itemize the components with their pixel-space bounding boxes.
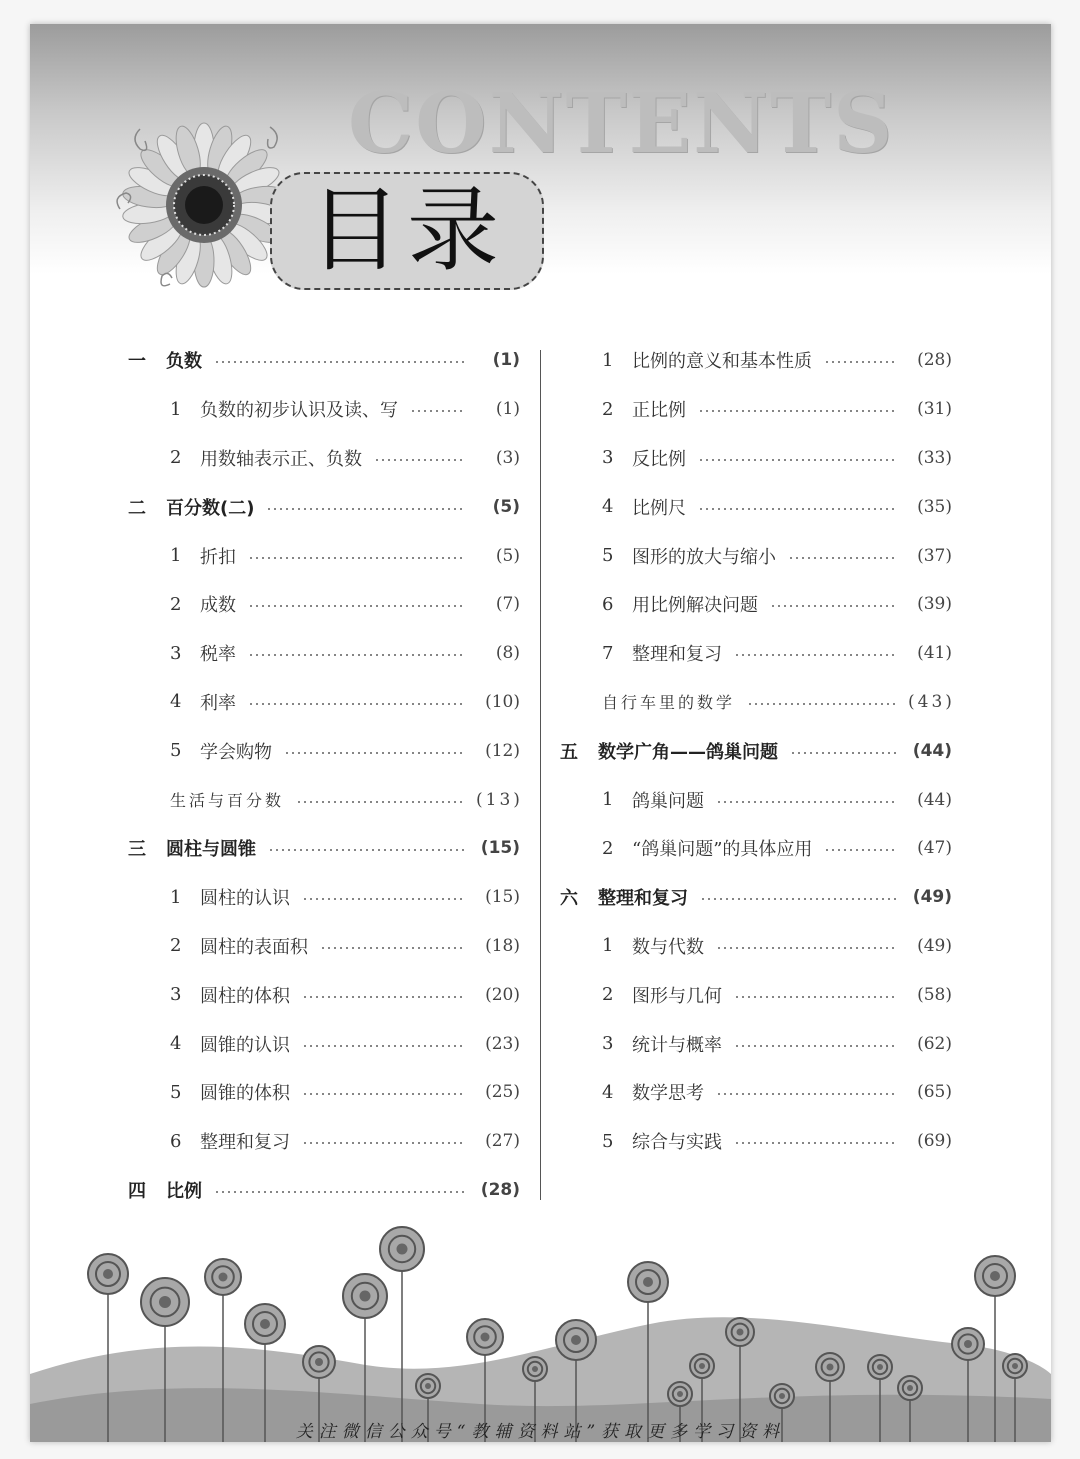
spiral-core xyxy=(779,1393,785,1399)
spiral-core xyxy=(219,1273,228,1282)
toc-entry-lesson[interactable] xyxy=(128,531,520,580)
dot-leader xyxy=(698,508,898,510)
entry-page-number: (1) xyxy=(495,399,520,420)
entry-title: 圆锥的体积 xyxy=(200,1083,290,1105)
entry-title: 税率 xyxy=(200,644,236,666)
dot-leader xyxy=(248,605,466,607)
entry-page-number: (23) xyxy=(485,1033,520,1054)
spiral-core xyxy=(737,1329,744,1336)
entry-title: 图形与几何 xyxy=(632,985,722,1007)
toc-entry-lesson[interactable] xyxy=(560,1019,952,1068)
dot-leader xyxy=(716,1093,898,1095)
entry-number: 1 xyxy=(602,935,614,957)
entry-number: 1 xyxy=(602,349,614,371)
entry-number: 6 xyxy=(170,1130,182,1152)
entry-number: 4 xyxy=(602,1081,614,1103)
entry-title: 圆柱的表面积 xyxy=(200,936,308,958)
dot-leader xyxy=(374,459,466,461)
entry-page-number: (58) xyxy=(917,984,952,1005)
entry-page-number: (10) xyxy=(485,691,520,712)
toc-right-column xyxy=(560,336,955,1166)
toc-entry-lesson[interactable] xyxy=(128,385,520,434)
toc-entry-lesson[interactable] xyxy=(128,580,520,629)
entry-title: 生活与百分数 xyxy=(170,791,285,811)
entry-title: 负数的初步认识及读、写 xyxy=(200,400,398,422)
entry-title: 整理和复习 xyxy=(632,644,722,666)
toc-page xyxy=(30,24,1051,1442)
entry-page-number: (28) xyxy=(480,1179,520,1200)
entry-page-number: (7) xyxy=(495,594,520,615)
toc-entry-lesson[interactable] xyxy=(128,726,520,775)
entry-page-number: (65) xyxy=(917,1082,952,1103)
entry-page-number: (49) xyxy=(917,935,952,956)
entry-page-number: (44) xyxy=(912,740,952,761)
dot-leader xyxy=(268,849,466,851)
entry-page-number: (41) xyxy=(917,643,952,664)
entry-page-number: (49) xyxy=(912,887,952,908)
entry-page-number: (27) xyxy=(485,1131,520,1152)
dot-leader xyxy=(302,1142,466,1144)
entry-title: 鸽巢问题 xyxy=(632,790,704,812)
entry-number: 1 xyxy=(602,789,614,811)
entry-number: 5 xyxy=(170,1081,182,1103)
spiral-core xyxy=(990,1271,1000,1281)
page-title: 目录 xyxy=(308,177,505,284)
dot-leader xyxy=(734,1045,898,1047)
entry-title: 百分数(二) xyxy=(166,497,255,519)
entry-page-number: (15) xyxy=(480,838,520,859)
entry-page-number: (47) xyxy=(917,838,952,859)
entry-number: 二 xyxy=(128,497,146,519)
entry-page-number: (18) xyxy=(485,935,520,956)
dot-leader xyxy=(302,1093,466,1095)
spiral-core xyxy=(1012,1363,1018,1369)
dot-leader xyxy=(700,898,898,900)
toc-entry-lesson[interactable] xyxy=(128,1117,520,1166)
entry-page-number: (43) xyxy=(908,691,955,712)
dot-leader xyxy=(790,752,898,754)
title-box xyxy=(270,172,544,290)
entry-title: 折扣 xyxy=(200,546,236,568)
entry-title: 圆柱的体积 xyxy=(200,985,290,1007)
spiral-core xyxy=(481,1333,490,1342)
spiral-core xyxy=(315,1358,323,1366)
entry-page-number: (20) xyxy=(485,984,520,1005)
toc-entry-lesson[interactable] xyxy=(560,970,952,1019)
spiral-core xyxy=(260,1319,270,1329)
entry-number: 5 xyxy=(602,545,614,567)
toc-left-column xyxy=(128,336,523,1214)
entry-number: 6 xyxy=(602,593,614,615)
entry-page-number: (33) xyxy=(917,447,952,468)
toc-entry-lesson[interactable] xyxy=(560,629,952,678)
spiral-core xyxy=(571,1335,581,1345)
dot-leader xyxy=(716,801,898,803)
entry-title: 圆柱的认识 xyxy=(200,888,290,910)
entry-page-number: (69) xyxy=(917,1131,952,1152)
toc-entry-lesson[interactable] xyxy=(560,1117,952,1166)
entry-page-number: (13) xyxy=(476,789,523,810)
toc-entry-unit[interactable] xyxy=(128,824,520,873)
spiral-core xyxy=(907,1385,913,1391)
entry-page-number: (35) xyxy=(917,496,952,517)
entry-number: 三 xyxy=(128,839,146,861)
entry-number: 3 xyxy=(170,642,182,664)
entry-number: 3 xyxy=(602,1033,614,1055)
entry-title: 圆柱与圆锥 xyxy=(166,839,256,861)
footer-note: 关注微信公众号“教辅资料站”获取更多学习资料 xyxy=(295,1422,786,1442)
toc-entry-lesson[interactable] xyxy=(560,824,952,873)
contents-heading: CONTENTS xyxy=(348,76,895,172)
entry-number: 4 xyxy=(170,1033,182,1055)
toc-entry-lesson[interactable] xyxy=(128,678,520,727)
entry-page-number: (8) xyxy=(495,643,520,664)
dot-leader xyxy=(747,703,898,705)
entry-title: 成数 xyxy=(200,595,236,617)
toc-entry-lesson[interactable] xyxy=(128,922,520,971)
entry-page-number: (5) xyxy=(492,496,520,517)
dot-leader xyxy=(698,459,898,461)
footer-decoration xyxy=(30,1224,1051,1442)
entry-page-number: (15) xyxy=(485,887,520,908)
spiral-core xyxy=(677,1391,683,1397)
dot-leader xyxy=(734,996,898,998)
toc-entry-lesson[interactable] xyxy=(560,922,952,971)
entry-title: 统计与概率 xyxy=(632,1034,722,1056)
entry-number: 7 xyxy=(602,642,614,664)
entry-number: 2 xyxy=(170,593,182,615)
dot-leader xyxy=(410,410,466,412)
entry-title: 比例尺 xyxy=(632,497,686,519)
entry-title: 图形的放大与缩小 xyxy=(632,546,776,568)
spiral-core xyxy=(877,1364,883,1370)
entry-number: 1 xyxy=(170,545,182,567)
toc-entry-extra[interactable] xyxy=(128,775,523,824)
entry-title: 综合与实践 xyxy=(632,1132,722,1154)
entry-page-number: (5) xyxy=(495,545,520,566)
dot-leader xyxy=(248,703,466,705)
spiral-core xyxy=(425,1383,431,1389)
toc-entry-lesson[interactable] xyxy=(560,482,952,531)
toc-entry-unit[interactable] xyxy=(128,1166,520,1215)
dot-leader xyxy=(788,557,898,559)
entry-page-number: (25) xyxy=(485,1082,520,1103)
dot-leader xyxy=(284,752,466,754)
column-divider xyxy=(540,350,541,1200)
spiral-core xyxy=(643,1277,653,1287)
entry-number: 五 xyxy=(560,741,578,763)
entry-title: 整理和复习 xyxy=(200,1132,290,1154)
entry-title: 用比例解决问题 xyxy=(632,595,758,617)
toc-entry-lesson[interactable] xyxy=(128,970,520,1019)
entry-title: 负数 xyxy=(166,351,202,373)
entry-title: 自行车里的数学 xyxy=(602,693,736,713)
dot-leader xyxy=(248,557,466,559)
entry-title: 正比例 xyxy=(632,400,686,422)
toc-entry-lesson[interactable] xyxy=(128,629,520,678)
entry-page-number: (3) xyxy=(495,447,520,468)
entry-page-number: (39) xyxy=(917,594,952,615)
toc-entry-unit[interactable] xyxy=(560,726,952,775)
dot-leader xyxy=(248,654,466,656)
entry-number: 2 xyxy=(602,984,614,1006)
entry-title: 数与代数 xyxy=(632,936,704,958)
toc-entry-unit[interactable] xyxy=(128,482,520,531)
entry-number: 3 xyxy=(170,984,182,1006)
dot-leader xyxy=(320,947,466,949)
spiral-core xyxy=(532,1366,538,1372)
toc-entry-lesson[interactable] xyxy=(128,1068,520,1117)
dot-leader xyxy=(770,605,898,607)
entry-title: 圆锥的认识 xyxy=(200,1034,290,1056)
dot-leader xyxy=(824,849,898,851)
dot-leader xyxy=(214,361,466,363)
spiral-core xyxy=(159,1296,171,1308)
toc-entry-unit[interactable] xyxy=(128,336,520,385)
dot-leader xyxy=(716,947,898,949)
entry-title: 利率 xyxy=(200,692,236,714)
toc-entry-lesson[interactable] xyxy=(560,385,952,434)
dot-leader xyxy=(824,361,898,363)
dot-leader xyxy=(296,801,466,803)
entry-title: 学会购物 xyxy=(200,741,272,763)
entry-page-number: (62) xyxy=(917,1033,952,1054)
toc-entry-lesson[interactable] xyxy=(560,775,952,824)
dot-leader xyxy=(698,410,898,412)
dot-leader xyxy=(734,654,898,656)
entry-page-number: (28) xyxy=(917,350,952,371)
toc-entry-lesson[interactable] xyxy=(128,434,520,483)
dot-leader xyxy=(214,1191,466,1193)
entry-title: 比例的意义和基本性质 xyxy=(632,351,812,373)
entry-title: 比例 xyxy=(166,1180,202,1202)
entry-title: “鸽巢问题”的具体应用 xyxy=(632,839,813,861)
entry-number: 2 xyxy=(170,935,182,957)
toc-entry-lesson[interactable] xyxy=(560,580,952,629)
spiral-core xyxy=(103,1269,113,1279)
entry-number: 4 xyxy=(602,496,614,518)
entry-number: 六 xyxy=(560,888,578,910)
dot-leader xyxy=(302,1045,466,1047)
entry-page-number: (31) xyxy=(917,399,952,420)
entry-title: 数学思考 xyxy=(632,1083,704,1105)
entry-title: 用数轴表示正、负数 xyxy=(200,448,362,470)
spiral-core xyxy=(827,1364,834,1371)
entry-title: 数学广角——鸽巢问题 xyxy=(598,741,778,763)
entry-page-number: (37) xyxy=(917,545,952,566)
entry-number: 1 xyxy=(170,886,182,908)
spiral-core xyxy=(360,1291,371,1302)
toc-entry-lesson[interactable] xyxy=(560,1068,952,1117)
dot-leader xyxy=(302,898,466,900)
entry-number: 2 xyxy=(602,398,614,420)
dot-leader xyxy=(734,1142,898,1144)
spiral-core xyxy=(397,1244,408,1255)
toc-entry-lesson[interactable] xyxy=(128,873,520,922)
toc-entry-lesson[interactable] xyxy=(128,1019,520,1068)
toc-entry-lesson[interactable] xyxy=(560,434,952,483)
toc-entry-extra[interactable] xyxy=(560,678,955,727)
entry-title: 反比例 xyxy=(632,448,686,470)
toc-entry-lesson[interactable] xyxy=(560,531,952,580)
entry-number: 2 xyxy=(170,447,182,469)
toc-entry-unit[interactable] xyxy=(560,873,952,922)
entry-page-number: (12) xyxy=(485,740,520,761)
entry-number: 4 xyxy=(170,691,182,713)
entry-number: 1 xyxy=(170,398,182,420)
entry-number: 2 xyxy=(602,837,614,859)
entry-page-number: (44) xyxy=(917,789,952,810)
toc-entry-lesson[interactable] xyxy=(560,336,952,385)
entry-title: 整理和复习 xyxy=(598,888,688,910)
dot-leader xyxy=(302,996,466,998)
spiral-core xyxy=(699,1363,705,1369)
spiral-core xyxy=(964,1340,972,1348)
entry-number: 四 xyxy=(128,1180,146,1202)
entry-page-number: (1) xyxy=(492,350,520,371)
dot-leader xyxy=(266,508,466,510)
entry-number: 一 xyxy=(128,351,146,373)
entry-number: 3 xyxy=(602,447,614,469)
entry-number: 5 xyxy=(170,740,182,762)
entry-number: 5 xyxy=(602,1130,614,1152)
